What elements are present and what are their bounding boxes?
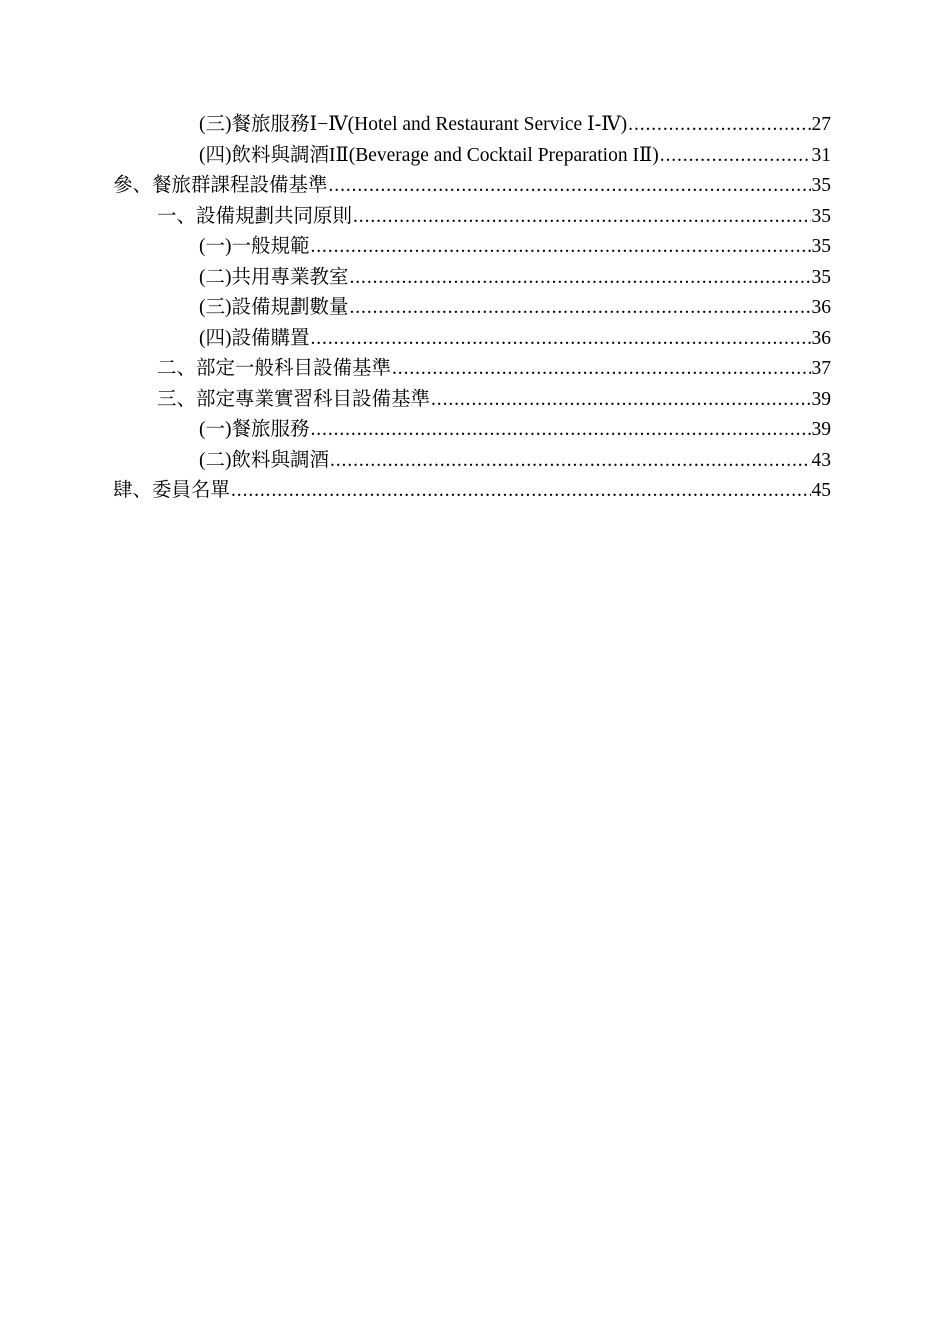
toc-entry-title: 三、部定專業實習科目設備基準	[157, 388, 431, 410]
toc-entry-title: 一、設備規劃共同原則	[157, 205, 353, 227]
toc-page-number: 39	[811, 388, 831, 410]
toc-entry-title: 肆、委員名單	[113, 480, 231, 501]
toc-page-number: 36	[811, 327, 831, 349]
toc-entry[interactable]	[199, 141, 831, 171]
toc-page-number: 35	[811, 236, 831, 257]
toc-dot-leader	[350, 263, 811, 293]
toc-entry-title: 二、部定一般科目設備基準	[157, 358, 392, 379]
toc-entry-title: (一)餐旅服務	[199, 419, 310, 440]
toc-page-number: 36	[811, 297, 831, 318]
toc-dot-leader	[311, 324, 811, 354]
toc-entry-title: (四)設備購置	[199, 327, 310, 349]
toc-dot-leader	[330, 446, 811, 476]
toc-entry[interactable]	[199, 263, 831, 293]
toc-entry-title: (四)飲料與調酒IⅡ(Beverage and Cocktail Preparation IⅡ)	[199, 144, 659, 166]
toc-entry[interactable]	[199, 293, 831, 323]
toc-entry[interactable]	[157, 354, 831, 384]
toc-dot-leader	[350, 293, 811, 323]
toc-entry[interactable]	[199, 415, 831, 445]
toc-dot-leader	[311, 415, 811, 445]
toc-entry[interactable]	[199, 232, 831, 262]
toc-entry[interactable]	[199, 110, 831, 140]
toc-entry[interactable]	[199, 446, 831, 476]
toc-page-number: 35	[811, 266, 831, 288]
toc-entry[interactable]	[113, 476, 831, 506]
toc-page-number: 43	[811, 449, 831, 471]
toc-page-number: 37	[811, 358, 831, 379]
toc-entry-title: (二)共用專業教室	[199, 266, 349, 288]
toc-page-number: 35	[811, 205, 831, 227]
toc-entry-title: (一)一般規範	[199, 236, 310, 257]
toc-entry-title: (三)設備規劃數量	[199, 297, 349, 318]
toc-dot-leader	[431, 385, 810, 415]
toc-page-number: 39	[811, 419, 831, 440]
toc-dot-leader	[660, 141, 811, 171]
toc-entry[interactable]	[157, 385, 831, 415]
toc-entry[interactable]	[199, 324, 831, 354]
toc-dot-leader	[628, 110, 810, 140]
toc-dot-leader	[329, 171, 811, 201]
toc-page-number: 27	[811, 114, 831, 135]
toc-entry-title: 參、餐旅群課程設備基準	[113, 175, 328, 196]
toc-dot-leader	[353, 202, 810, 232]
toc-page-number: 45	[811, 480, 831, 501]
toc-dot-leader	[392, 354, 810, 384]
toc-entry[interactable]	[113, 171, 831, 201]
toc-entry-title: (三)餐旅服務Ⅰ−Ⅳ(Hotel and Restaurant Service Ⅰ-Ⅳ)	[199, 114, 628, 135]
toc-page-number: 35	[811, 175, 831, 196]
toc-page-number: 31	[811, 144, 831, 166]
toc-dot-leader	[311, 232, 811, 262]
toc-dot-leader	[231, 476, 810, 506]
toc-entry-title: (二)飲料與調酒	[199, 449, 329, 471]
toc-entry[interactable]	[157, 202, 831, 232]
